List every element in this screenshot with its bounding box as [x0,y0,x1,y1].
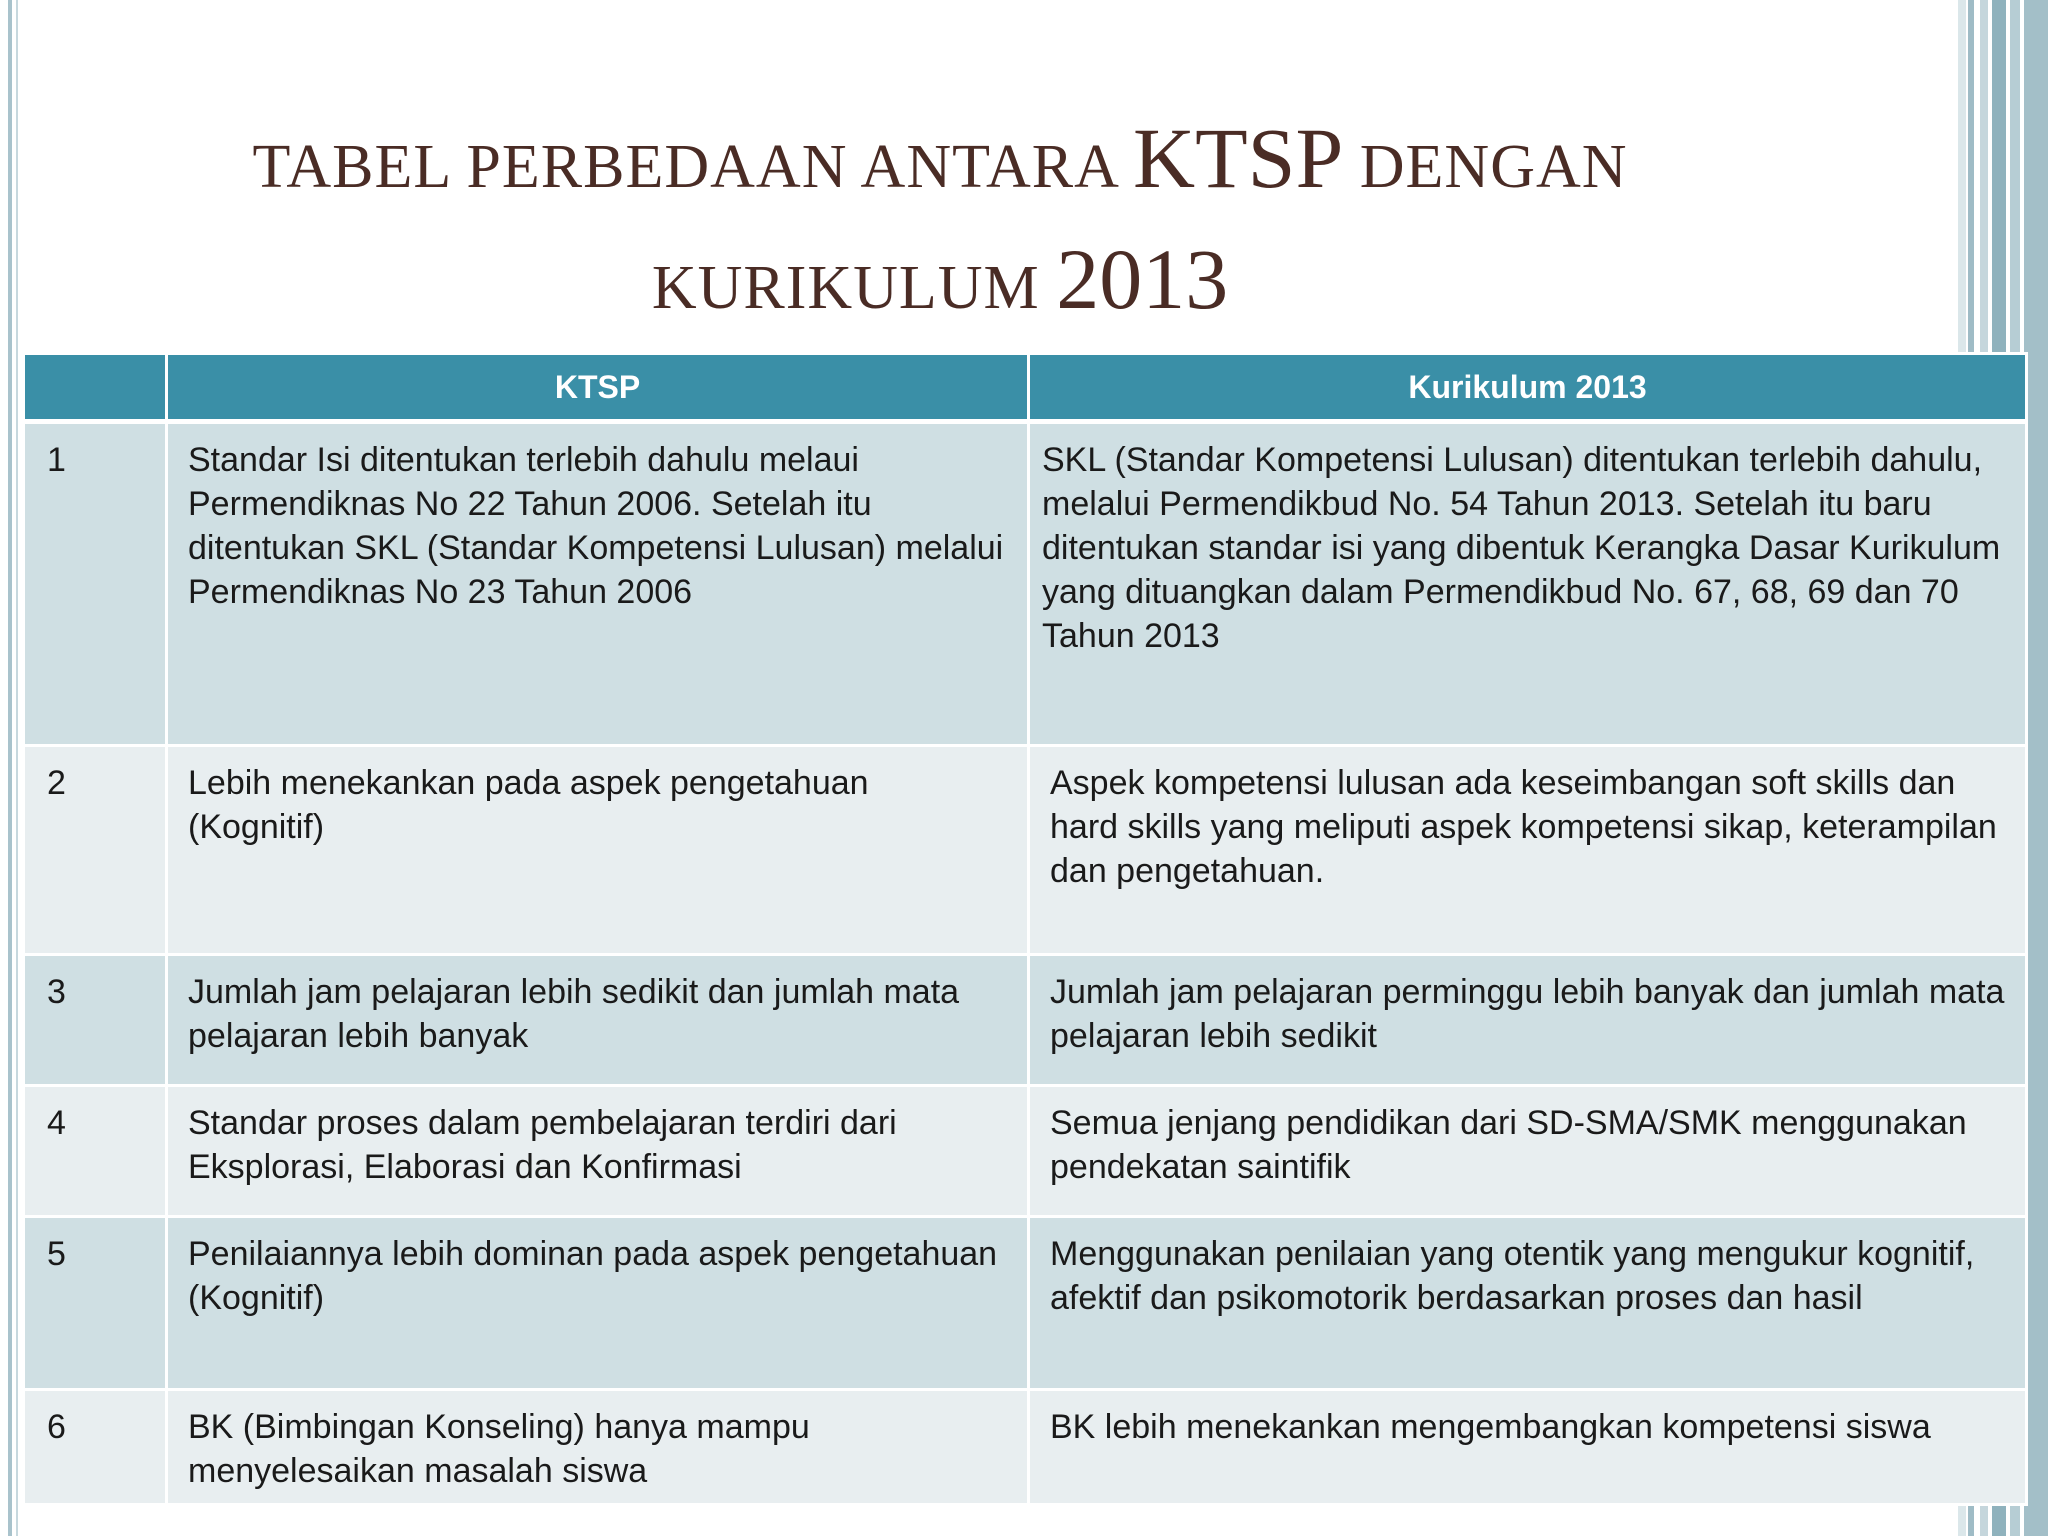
table-row [24,1217,2027,1390]
table-row [24,955,2027,1086]
left-border-line [8,0,12,1536]
title-year: 2013 [1056,231,1229,327]
slide-title [100,110,1780,352]
table-row [24,1086,2027,1217]
table-row [24,422,2027,746]
k13-cell: Semua jenjang pendidikan dari SD-SMA/SMK menggunakan pendekatan saintifik [1029,1086,2027,1217]
row-number: 5 [24,1217,167,1390]
row-number: 2 [24,746,167,955]
header-ktsp: KTSP [167,354,1029,422]
comparison-table [22,352,2028,1506]
title-text: TABEL PERBEDAAN ANTARA [252,133,1133,201]
row-number: 1 [24,422,167,746]
title-text: DENGAN [1343,133,1628,201]
ktsp-cell: Jumlah jam pelajaran lebih sedikit dan jumlah mata pelajaran lebih banyak [167,955,1029,1086]
ktsp-cell: Standar proses dalam pembelajaran terdiri dari Eksplorasi, Elaborasi dan Konfirmasi [167,1086,1029,1217]
table-row [24,1390,2027,1505]
k13-cell: Jumlah jam pelajaran perminggu lebih banyak dan jumlah mata pelajaran lebih sedikit [1029,955,2027,1086]
ktsp-cell: Standar Isi ditentukan terlebih dahulu melaui Permendiknas No 22 Tahun 2006. Setelah itu ditentukan SKL (Standar Kompetensi Lulusan) melalui Permendiknas No 23 Tahun 2006 [167,422,1029,746]
ktsp-cell: Penilaiannya lebih dominan pada aspek pengetahuan (Kognitif) [167,1217,1029,1390]
title-line-2 [100,231,1780,352]
left-border-line [16,0,18,1536]
k13-cell: Menggunakan penilaian yang otentik yang mengukur kognitif, afektif dan psikomotorik berdasarkan proses dan hasil [1029,1217,2027,1390]
k13-cell: SKL (Standar Kompetensi Lulusan) ditentukan terlebih dahulu, melalui Permendikbud No. 54 Tahun 2013. Setelah itu baru ditentukan standar isi yang dibentuk Kerangka Dasar Kurikulum yang dituangkan dalam Permendikbud No. 67, 68, 69 dan 70 Tahun 2013 [1029,422,2027,746]
k13-cell: BK lebih menekankan mengembangkan kompetensi siswa [1029,1390,2027,1505]
k13-cell: Aspek kompetensi lulusan ada keseimbangan soft skills dan hard skills yang meliputi aspek kompetensi sikap, keterampilan dan pengetahuan. [1029,746,2027,955]
table-header-row [24,354,2027,422]
table-row [24,746,2027,955]
row-number: 6 [24,1390,167,1505]
row-number: 4 [24,1086,167,1217]
title-line-1 [100,110,1780,231]
ktsp-cell: Lebih menekankan pada aspek pengetahuan (Kognitif) [167,746,1029,955]
left-border-decoration [0,0,24,1536]
ktsp-cell: BK (Bimbingan Konseling) hanya mampu menyelesaikan masalah siswa [167,1390,1029,1505]
header-number [24,354,167,422]
row-number: 3 [24,955,167,1086]
header-kurikulum-2013: Kurikulum 2013 [1029,354,2027,422]
title-ktsp: KTSP [1132,110,1344,206]
title-text: KURIKULUM [651,254,1057,322]
